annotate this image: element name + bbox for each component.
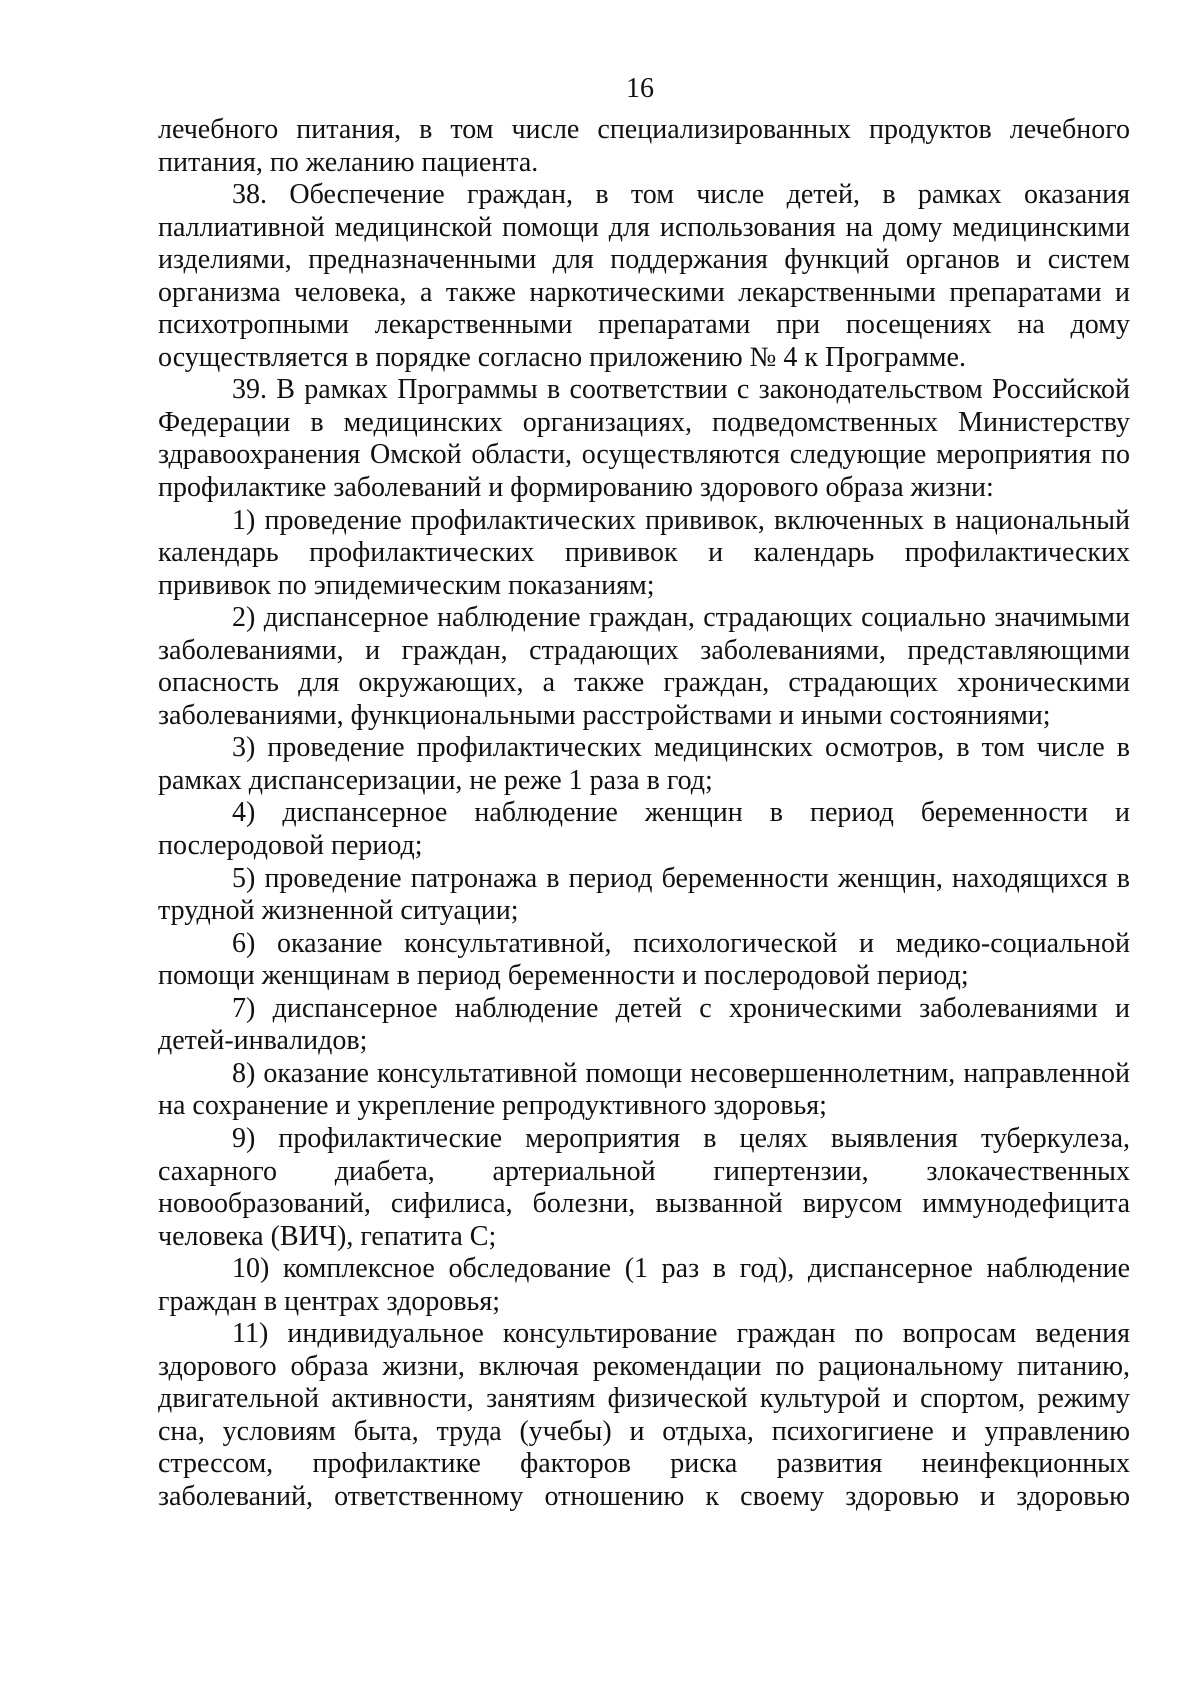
list-item-4: 4) диспансерное наблюдение женщин в период беременности и послеродовой период; <box>158 797 1130 862</box>
list-item-7: 7) диспансерное наблюдение детей с хроническими заболеваниями и детей-инвалидов; <box>158 992 1130 1057</box>
paragraph-continuation: лечебного питания, в том числе специализированных продуктов лечебного питания, по желанию пациента. <box>158 114 1130 178</box>
page-number: 16 <box>626 73 654 104</box>
list-item-9: 9) профилактические мероприятия в целях выявления туберкулеза, сахарного диабета, артериальной гипертензии, злокачественных новообразований, сифилиса, болезни, вызванной вирусом иммунодефицита человека (ВИЧ), гепатита С; <box>158 1122 1130 1252</box>
list-item-6: 6) оказание консультативной, психологической и медико-социальной помощи женщинам в период беременности и послеродовой период; <box>158 927 1130 992</box>
list-item-11: 11) индивидуальное консультирование граждан по вопросам ведения здорового образа жизни, включая рекомендации по рациональному питанию, двигательной активности, занятиям физической культурой и спортом, режиму сна, условиям быта, труда (учебы) и отдыха, психогигиене и управлению стрессом, профилактике факторов риска развития неинфекционных заболеваний, ответственному отношению к своему здоровью и здоровью <box>158 1318 1130 1512</box>
paragraph-39: 39. В рамках Программы в соответствии с законодательством Российской Федерации в медицинских организациях, подведомственных Министерству здравоохранения Омской области, осуществляются следующие мероприятия по профилактике заболеваний и формированию здорового образа жизни: <box>158 374 1130 504</box>
paragraph-38: 38. Обеспечение граждан, в том числе детей, в рамках оказания паллиативной медицинской помощи для использования на дому медицинскими изделиями, предназначенными для поддержания функций органов и систем организма человека, а также наркотическими лекарственными препаратами и психотропными лекарственными препаратами при посещениях на дому осуществляется в порядке согласно приложению № 4 к Программе. <box>158 179 1130 373</box>
list-item-5: 5) проведение патронажа в период беременности женщин, находящихся в трудной жизненной ситуации; <box>158 862 1130 927</box>
list-item-8: 8) оказание консультативной помощи несовершеннолетним, направленной на сохранение и укрепление репродуктивного здоровья; <box>158 1057 1130 1122</box>
document-body <box>158 114 1130 1514</box>
list-item-1: 1) проведение профилактических прививок, включенных в национальный календарь профилактических прививок и календарь профилактических прививок по эпидемическим показаниям; <box>158 504 1130 601</box>
list-item-3: 3) проведение профилактических медицинских осмотров, в том числе в рамках диспансеризации, не реже 1 раза в год; <box>158 732 1130 796</box>
list-item-2: 2) диспансерное наблюдение граждан, страдающих социально значимыми заболеваниями, и граждан, страдающих заболеваниями, представляющими опасность для окружающих, а также граждан, страдающих хроническими заболеваниями, функциональными расстройствами и иными состояниями; <box>158 602 1130 731</box>
list-item-10: 10) комплексное обследование (1 раз в год), диспансерное наблюдение граждан в центрах здоровья; <box>158 1253 1130 1317</box>
